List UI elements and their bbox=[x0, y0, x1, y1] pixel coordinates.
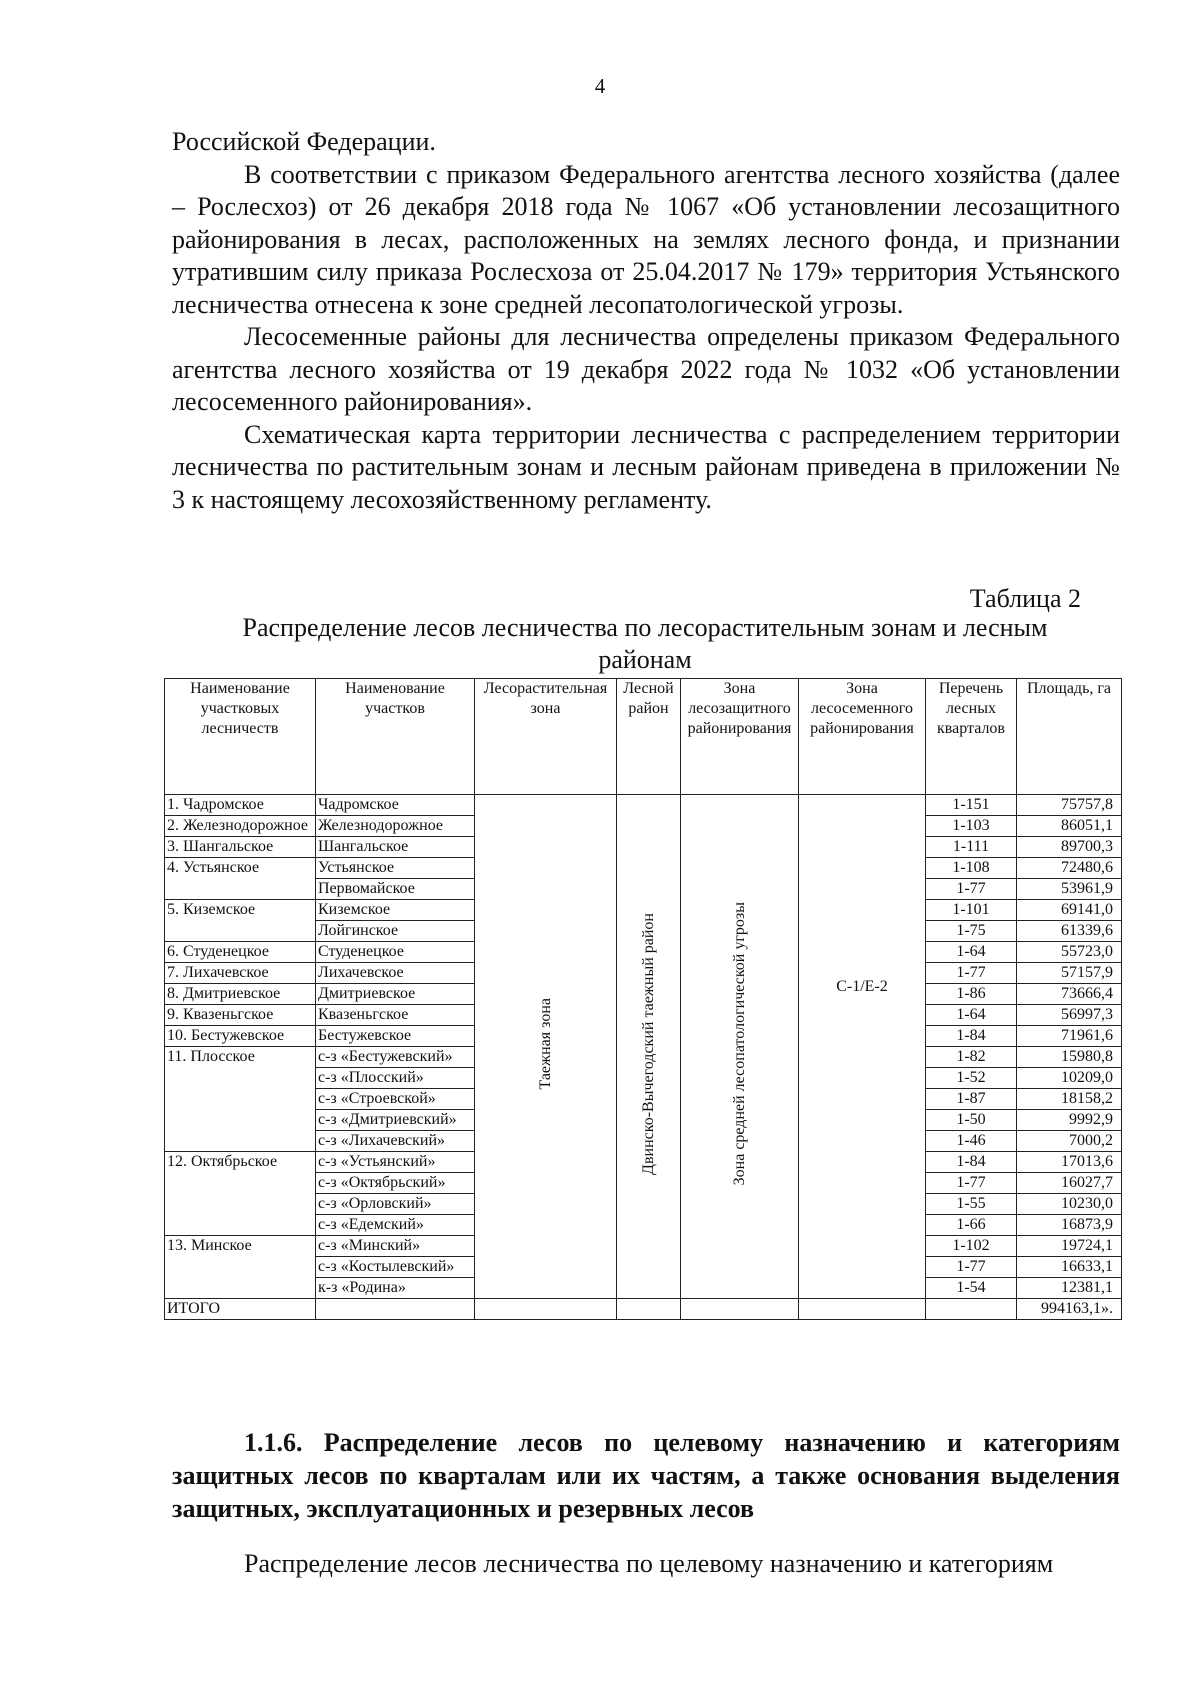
cell-division: 4. Устьянское bbox=[165, 858, 316, 900]
cell-quarters: 1-102 bbox=[926, 1236, 1017, 1257]
cell-area: 72480,6 bbox=[1017, 858, 1122, 879]
protection-zone-text: Зона средней лесопатологической угрозы bbox=[730, 901, 748, 1186]
cell-site: Студенецкое bbox=[316, 942, 475, 963]
forest-distribution-table bbox=[164, 678, 1122, 1320]
veg-zone-text: Таежная зона bbox=[536, 997, 554, 1090]
forest-region-text: Двинско-Вычегодский таежный район bbox=[639, 912, 657, 1175]
cell-seed-zone: С-1/Е-2 bbox=[799, 795, 926, 1299]
cell-site: Лихачевское bbox=[316, 963, 475, 984]
header-forestry-division: Наименование участковых лесничеств bbox=[165, 679, 316, 795]
cell-area: 71961,6 bbox=[1017, 1026, 1122, 1047]
cell-protection-zone bbox=[681, 795, 799, 1299]
cell-area: 19724,1 bbox=[1017, 1236, 1122, 1257]
cell-quarters: 1-108 bbox=[926, 858, 1017, 879]
cell-quarters: 1-46 bbox=[926, 1131, 1017, 1152]
cell-area: 17013,6 bbox=[1017, 1152, 1122, 1173]
cell-area: 7000,2 bbox=[1017, 1131, 1122, 1152]
cell-quarters: 1-84 bbox=[926, 1152, 1017, 1173]
cell-site: с-з «Дмитриевский» bbox=[316, 1110, 475, 1131]
header-quarters: Перечень лесных кварталов bbox=[926, 679, 1017, 795]
cell-quarters: 1-101 bbox=[926, 900, 1017, 921]
cell-area: 12381,1 bbox=[1017, 1278, 1122, 1299]
cell-area: 75757,8 bbox=[1017, 795, 1122, 816]
cell-site: Киземское bbox=[316, 900, 475, 921]
total-empty bbox=[475, 1299, 617, 1320]
cell-quarters: 1-50 bbox=[926, 1110, 1017, 1131]
cell-area: 16633,1 bbox=[1017, 1257, 1122, 1278]
cell-site: с-з «Минский» bbox=[316, 1236, 475, 1257]
header-forest-region: Лесной район bbox=[617, 679, 681, 795]
cell-forest-region bbox=[617, 795, 681, 1299]
table-number: Таблица 2 bbox=[969, 584, 1081, 613]
cell-division: 9. Квазеньгское bbox=[165, 1005, 316, 1026]
cell-site: с-з «Лихачевский» bbox=[316, 1131, 475, 1152]
cell-division: 7. Лихачевское bbox=[165, 963, 316, 984]
cell-area: 89700,3 bbox=[1017, 837, 1122, 858]
cell-area: 73666,4 bbox=[1017, 984, 1122, 1005]
cell-quarters: 1-77 bbox=[926, 963, 1017, 984]
cell-area: 61339,6 bbox=[1017, 921, 1122, 942]
cell-area: 86051,1 bbox=[1017, 816, 1122, 837]
page-number: 4 bbox=[594, 74, 606, 98]
table-row bbox=[165, 795, 1122, 816]
cell-quarters: 1-77 bbox=[926, 879, 1017, 900]
cell-division: 2. Железнодорожное bbox=[165, 816, 316, 837]
cell-quarters: 1-66 bbox=[926, 1215, 1017, 1236]
cell-area: 9992,9 bbox=[1017, 1110, 1122, 1131]
cell-area: 57157,9 bbox=[1017, 963, 1122, 984]
total-empty bbox=[681, 1299, 799, 1320]
cell-area: 69141,0 bbox=[1017, 900, 1122, 921]
cell-quarters: 1-86 bbox=[926, 984, 1017, 1005]
cell-area: 16873,9 bbox=[1017, 1215, 1122, 1236]
total-empty bbox=[926, 1299, 1017, 1320]
header-seed-zone: Зона лесосеменного районирования bbox=[799, 679, 926, 795]
paragraph-2: В соответствии с приказом Федерального агентства лесного хозяйства (далее – Рослесхоз) от 26 декабря 2018 года № 1067 «Об установлении лесозащитного районирования в лесах, расположенных на землях лесного фонда, и признании утратившим силу приказа Рослесхоза от 25.04.2017 № 179» территория Устьянского лесничества отнесена к зоне средней лесопатологической угрозы. bbox=[172, 159, 1120, 319]
header-area: Площадь, га bbox=[1017, 679, 1122, 795]
cell-site: с-з «Строевской» bbox=[316, 1089, 475, 1110]
cell-division: 5. Киземское bbox=[165, 900, 316, 942]
cell-site: Первомайское bbox=[316, 879, 475, 900]
total-empty bbox=[617, 1299, 681, 1320]
header-site: Наименование участков bbox=[316, 679, 475, 795]
paragraph-3: Лесосеменные районы для лесничества определены приказом Федерального агентства лесного хозяйства от 19 декабря 2022 года № 1032 «Об установлении лесосеменного районирования». bbox=[172, 322, 1120, 416]
paragraph-4: Схематическая карта территории лесничества с распределением территории лесничества по растительным зонам и лесным районам приведена в приложении № 3 к настоящему лесохозяйственному регламенту. bbox=[172, 419, 1120, 514]
cell-quarters: 1-87 bbox=[926, 1089, 1017, 1110]
total-area: 994163,1». bbox=[1017, 1299, 1122, 1320]
table-title: Распределение лесов лесничества по лесорастительным зонам и лесным районам bbox=[242, 613, 1048, 674]
cell-quarters: 1-77 bbox=[926, 1257, 1017, 1278]
cell-area: 15980,8 bbox=[1017, 1047, 1122, 1068]
cell-division: 6. Студенецкое bbox=[165, 942, 316, 963]
cell-site: Бестужевское bbox=[316, 1026, 475, 1047]
cell-site: с-з «Костылевский» bbox=[316, 1257, 475, 1278]
total-label: ИТОГО bbox=[165, 1299, 316, 1320]
cell-quarters: 1-75 bbox=[926, 921, 1017, 942]
cell-site: Шангальское bbox=[316, 837, 475, 858]
cell-division: 11. Плосское bbox=[165, 1047, 316, 1152]
cell-site: с-з «Бестужевский» bbox=[316, 1047, 475, 1068]
table-total-row bbox=[165, 1299, 1122, 1320]
header-veg-zone: Лесорастительная зона bbox=[475, 679, 617, 795]
cell-site: с-з «Устьянский» bbox=[316, 1152, 475, 1173]
cell-division: 10. Бестужевское bbox=[165, 1026, 316, 1047]
section-heading: 1.1.6. Распределение лесов по целевому назначению и категориям защитных лесов по кварталам или их частям, а также основания выделения защитных, эксплуатационных и резервных лесов bbox=[172, 1428, 1120, 1523]
paragraph-1: Российской Федерации. bbox=[172, 127, 436, 156]
cell-site: Устьянское bbox=[316, 858, 475, 879]
cell-quarters: 1-54 bbox=[926, 1278, 1017, 1299]
cell-site: с-з «Плосский» bbox=[316, 1068, 475, 1089]
cell-division: 8. Дмитриевское bbox=[165, 984, 316, 1005]
cell-site: к-з «Родина» bbox=[316, 1278, 475, 1299]
cell-quarters: 1-55 bbox=[926, 1194, 1017, 1215]
table-header-row bbox=[165, 679, 1122, 795]
cell-area: 53961,9 bbox=[1017, 879, 1122, 900]
cell-quarters: 1-111 bbox=[926, 837, 1017, 858]
cell-area: 10209,0 bbox=[1017, 1068, 1122, 1089]
cell-site: с-з «Едемский» bbox=[316, 1215, 475, 1236]
cell-site: Квазеньгское bbox=[316, 1005, 475, 1026]
header-protection-zone: Зона лесозащитного районирования bbox=[681, 679, 799, 795]
cell-quarters: 1-77 bbox=[926, 1173, 1017, 1194]
cell-division: 1. Чадромское bbox=[165, 795, 316, 816]
cell-veg-zone bbox=[475, 795, 617, 1299]
cell-site: Железнодорожное bbox=[316, 816, 475, 837]
cell-site: Дмитриевское bbox=[316, 984, 475, 1005]
cell-area: 55723,0 bbox=[1017, 942, 1122, 963]
cell-division: 13. Минское bbox=[165, 1236, 316, 1299]
paragraph-continuation: Распределение лесов лесничества по целевому назначению и категориям bbox=[244, 1549, 1054, 1578]
cell-division: 3. Шангальское bbox=[165, 837, 316, 858]
cell-site: Чадромское bbox=[316, 795, 475, 816]
cell-site: с-з «Орловский» bbox=[316, 1194, 475, 1215]
body-text bbox=[172, 126, 1120, 516]
cell-area: 16027,7 bbox=[1017, 1173, 1122, 1194]
total-empty bbox=[316, 1299, 475, 1320]
cell-area: 56997,3 bbox=[1017, 1005, 1122, 1026]
cell-division: 12. Октябрьское bbox=[165, 1152, 316, 1236]
cell-quarters: 1-64 bbox=[926, 942, 1017, 963]
cell-quarters: 1-103 bbox=[926, 816, 1017, 837]
cell-area: 18158,2 bbox=[1017, 1089, 1122, 1110]
total-empty bbox=[799, 1299, 926, 1320]
cell-quarters: 1-84 bbox=[926, 1026, 1017, 1047]
cell-quarters: 1-82 bbox=[926, 1047, 1017, 1068]
cell-site: с-з «Октябрьский» bbox=[316, 1173, 475, 1194]
cell-quarters: 1-64 bbox=[926, 1005, 1017, 1026]
cell-area: 10230,0 bbox=[1017, 1194, 1122, 1215]
cell-quarters: 1-151 bbox=[926, 795, 1017, 816]
cell-quarters: 1-52 bbox=[926, 1068, 1017, 1089]
cell-site: Лойгинское bbox=[316, 921, 475, 942]
